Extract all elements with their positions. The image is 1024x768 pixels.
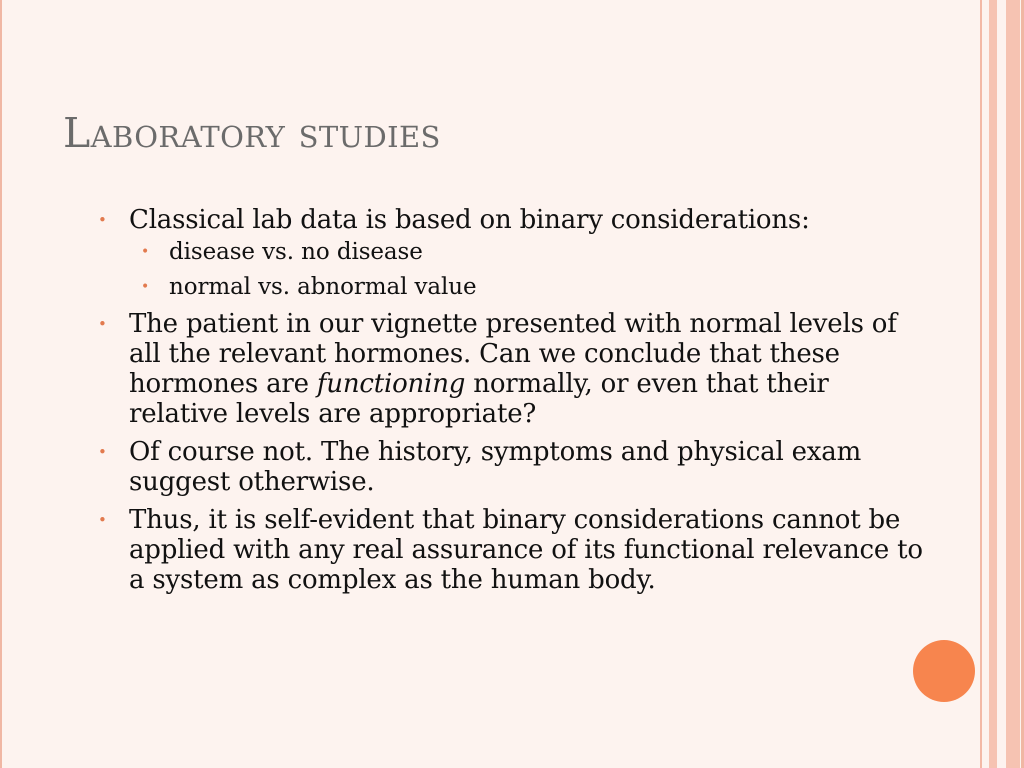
bullet-list	[96, 205, 926, 603]
bullet-text: Of course not. The history, symptoms and physical exam suggest otherwise.	[129, 437, 862, 497]
sub-bullet-item: • disease vs. no disease	[129, 239, 926, 266]
bullet-text: Classical lab data is based on binary considerations:	[129, 205, 810, 235]
bullet-item	[96, 309, 926, 429]
bullet-text: normally, or even that their relative levels are appropriate?	[129, 369, 829, 429]
bullet-item	[96, 205, 926, 301]
right-border-stripe	[989, 0, 997, 768]
decorative-circle	[913, 640, 975, 702]
left-border-stripe	[0, 0, 2, 768]
right-border-stripe	[1006, 0, 1020, 768]
emphasized-word: functioning	[316, 369, 466, 399]
slide-title: Laboratory studies	[63, 109, 441, 157]
sub-bullet-list	[129, 239, 926, 301]
bullet-item	[96, 437, 926, 497]
bullet-item	[96, 505, 926, 595]
sub-bullet-item: • normal vs. abnormal value	[129, 274, 926, 301]
right-border-stripe	[980, 0, 982, 768]
bullet-text: The patient in our vignette presented with normal levels of all the relevant hormones. Can we conclude that these hormones are	[129, 309, 897, 399]
bullet-text: Thus, it is self-evident that binary considerations cannot be applied with any real assurance of its functional relevance to a system as complex as the human body.	[129, 505, 923, 595]
